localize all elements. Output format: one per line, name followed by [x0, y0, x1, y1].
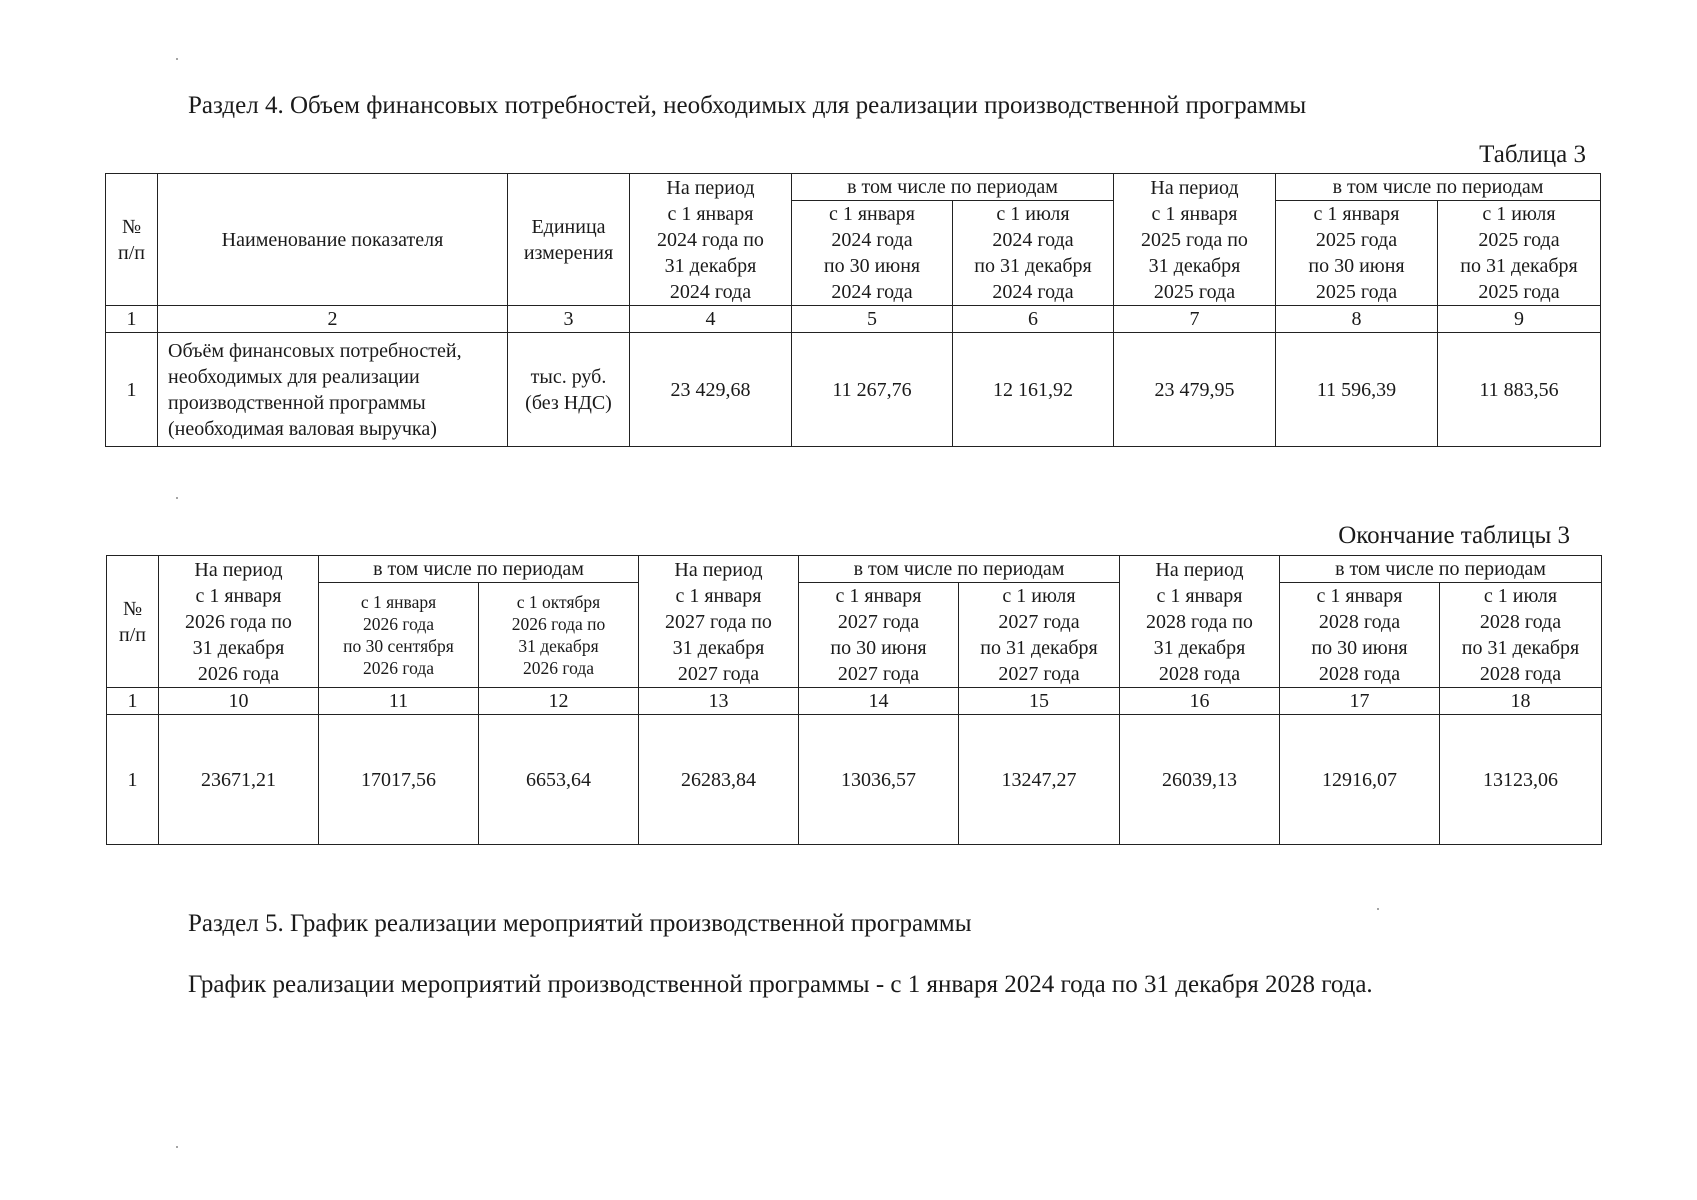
value-cell: 26283,84	[639, 715, 799, 845]
value-cell: 26039,13	[1120, 715, 1280, 845]
value-cell: 12 161,92	[953, 333, 1114, 447]
column-number: 12	[479, 688, 639, 715]
value-cell: 11 883,56	[1438, 333, 1601, 447]
scan-speck	[176, 497, 178, 499]
unit-cell: тыс. руб. (без НДС)	[508, 333, 630, 447]
value-cell: 13123,06	[1440, 715, 1602, 845]
header-col-18: с 1 июля 2028 года по 31 декабря 2028 года	[1440, 583, 1602, 688]
column-number: 16	[1120, 688, 1280, 715]
column-number-row	[106, 306, 1601, 333]
indicator-name: Объём финансовых потребностей, необходимых для реализации производственной программы (необходимая валовая выручка)	[158, 333, 508, 447]
column-number: 6	[953, 306, 1114, 333]
value-cell: 12916,07	[1280, 715, 1440, 845]
column-number: 18	[1440, 688, 1602, 715]
column-number: 9	[1438, 306, 1601, 333]
header-col-9: с 1 июля 2025 года по 31 декабря 2025 года	[1438, 201, 1601, 306]
header-num: № п/п	[106, 174, 158, 306]
section5-title: Раздел 5. График реализации мероприятий производственной программы	[188, 910, 972, 937]
column-number: 13	[639, 688, 799, 715]
scan-speck	[1377, 908, 1379, 910]
header-unit: Единица измерения	[508, 174, 630, 306]
header-subgroup: в том числе по периодам	[792, 174, 1114, 201]
value-cell: 6653,64	[479, 715, 639, 845]
row-number: 1	[107, 715, 159, 845]
row-number: 1	[106, 333, 158, 447]
header-subgroup: в том числе по периодам	[1280, 556, 1602, 583]
value-cell: 11 596,39	[1276, 333, 1438, 447]
header-col-11: с 1 января 2026 года по 30 сентября 2026 года	[319, 583, 479, 688]
column-number: 5	[792, 306, 953, 333]
column-number: 10	[159, 688, 319, 715]
column-number: 4	[630, 306, 792, 333]
header-col-14: с 1 января 2027 года по 30 июня 2027 года	[799, 583, 959, 688]
table2	[106, 555, 1602, 845]
table-row	[107, 715, 1602, 845]
value-cell: 13036,57	[799, 715, 959, 845]
table-row	[106, 333, 1601, 447]
section4-title: Раздел 4. Объем финансовых потребностей, необходимых для реализации производственной программы	[188, 92, 1307, 119]
section5-text: График реализации мероприятий производственной программы - с 1 января 2024 года по 31 декабря 2028 года.	[188, 971, 1373, 998]
column-number: 17	[1280, 688, 1440, 715]
value-cell: 23671,21	[159, 715, 319, 845]
column-number: 2	[158, 306, 508, 333]
value-cell: 17017,56	[319, 715, 479, 845]
header-name: Наименование показателя	[158, 174, 508, 306]
value-cell: 23 479,95	[1114, 333, 1276, 447]
table2-caption: Окончание таблицы 3	[1338, 522, 1570, 549]
value-cell: 11 267,76	[792, 333, 953, 447]
table1-caption: Таблица 3	[1479, 141, 1586, 168]
column-number: 7	[1114, 306, 1276, 333]
header-col-17: с 1 января 2028 года по 30 июня 2028 года	[1280, 583, 1440, 688]
scan-speck	[176, 1146, 178, 1148]
scan-speck	[176, 58, 178, 60]
table1	[105, 173, 1601, 447]
header-col-4: На период с 1 января 2024 года по 31 декабря 2024 года	[630, 174, 792, 306]
header-col-10: На период с 1 января 2026 года по 31 декабря 2026 года	[159, 556, 319, 688]
header-col-15: с 1 июля 2027 года по 31 декабря 2027 года	[959, 583, 1120, 688]
value-cell: 13247,27	[959, 715, 1120, 845]
column-number: 8	[1276, 306, 1438, 333]
column-number: 1	[106, 306, 158, 333]
header-col-8: с 1 января 2025 года по 30 июня 2025 года	[1276, 201, 1438, 306]
header-col-6: с 1 июля 2024 года по 31 декабря 2024 года	[953, 201, 1114, 306]
column-number: 15	[959, 688, 1120, 715]
header-col-12: с 1 октября 2026 года по 31 декабря 2026 года	[479, 583, 639, 688]
value-cell: 23 429,68	[630, 333, 792, 447]
header-col-5: с 1 января 2024 года по 30 июня 2024 года	[792, 201, 953, 306]
column-number-row	[107, 688, 1602, 715]
header-num: № п/п	[107, 556, 159, 688]
header-subgroup: в том числе по периодам	[799, 556, 1120, 583]
header-subgroup: в том числе по периодам	[319, 556, 639, 583]
column-number: 14	[799, 688, 959, 715]
column-number: 3	[508, 306, 630, 333]
header-col-7: На период с 1 января 2025 года по 31 декабря 2025 года	[1114, 174, 1276, 306]
column-number: 11	[319, 688, 479, 715]
header-col-13: На период с 1 января 2027 года по 31 декабря 2027 года	[639, 556, 799, 688]
header-subgroup: в том числе по периодам	[1276, 174, 1601, 201]
header-col-16: На период с 1 января 2028 года по 31 декабря 2028 года	[1120, 556, 1280, 688]
column-number: 1	[107, 688, 159, 715]
